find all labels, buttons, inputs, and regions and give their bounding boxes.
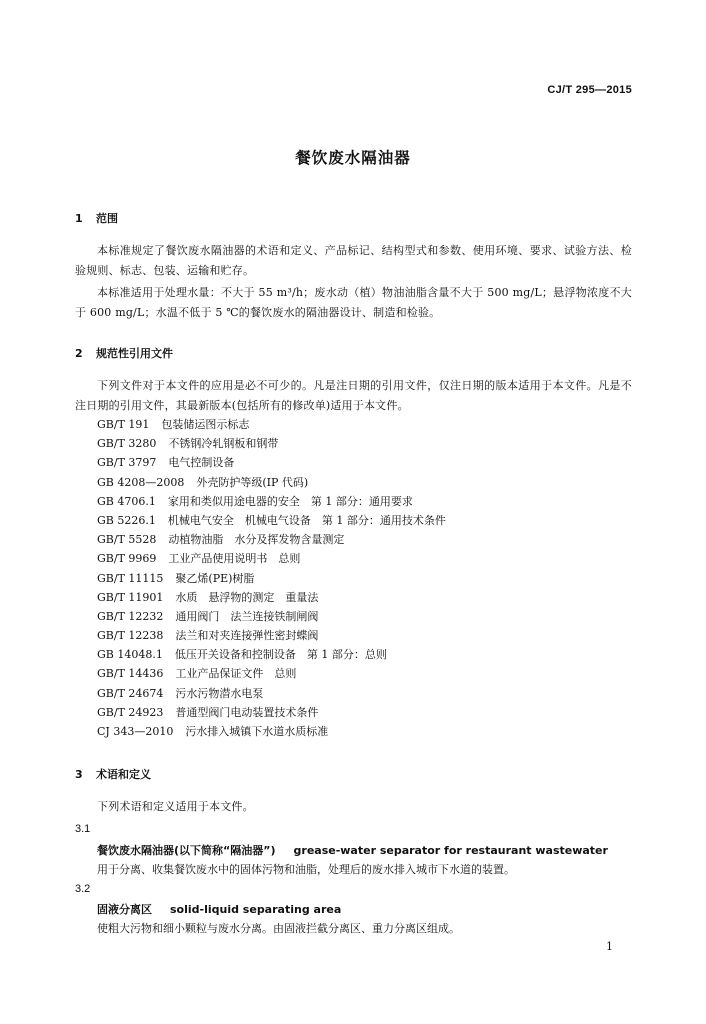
page-number: 1 — [606, 940, 613, 953]
ref-name: 家用和类似用途电器的安全 第 1 部分：通用要求 — [167, 494, 413, 508]
list-item — [97, 684, 446, 703]
ref-name: 不锈钢冷轧钢板和钢带 — [168, 437, 279, 451]
term-zh: 固液分离区 — [97, 903, 152, 916]
ref-name: 电气控制设备 — [168, 456, 235, 470]
ref-code: GB/T 24923 — [97, 705, 164, 719]
ref-code: GB/T 9969 — [97, 552, 157, 566]
ref-code: GB/T 5528 — [97, 533, 157, 547]
list-item — [97, 588, 446, 607]
section-2-heading — [75, 345, 173, 361]
list-item — [97, 530, 446, 549]
ref-code: GB/T 14436 — [97, 667, 164, 681]
section-1-heading — [75, 210, 118, 226]
scope-paragraph-1: 本标准规定了餐饮废水隔油器的术语和定义、产品标记、结构型式和参数、使用环境、要求、试验方法、检验规则、标志、包装、运输和贮存。 — [75, 244, 632, 277]
section-number: 3 — [75, 768, 83, 781]
list-item — [97, 434, 446, 453]
list-item — [97, 511, 446, 530]
ref-name: 普通型阀门电动装置技术条件 — [175, 705, 319, 719]
ref-name: 低压开关设备和控制设备 第 1 部分：总则 — [174, 648, 387, 662]
list-item — [97, 626, 446, 645]
ref-name: 聚乙烯(PE)树脂 — [175, 571, 255, 585]
section-3-heading — [75, 766, 151, 782]
reference-list — [97, 415, 446, 741]
term-definition: 用于分离、收集餐饮废水中的固体污物和油脂，处理后的废水排入城市下水道的装置。 — [97, 863, 515, 876]
section-number: 1 — [75, 212, 83, 225]
ref-code: GB/T 24674 — [97, 686, 164, 700]
normative-references-intro: 下列文件对于本文件的应用是必不可少的。凡是注日期的引用文件，仅注日期的版本适用于本文件。凡是不注日期的引用文件，其最新版本(包括所有的修改单)适用于本文件。 — [75, 379, 632, 412]
ref-code: GB 14048.1 — [97, 648, 163, 662]
section-title: 术语和定义 — [96, 768, 151, 781]
list-item — [97, 703, 446, 722]
list-item — [97, 607, 446, 626]
ref-name: 通用阀门 法兰连接铁制闸阀 — [175, 609, 319, 623]
ref-name: 水质 悬浮物的测定 重量法 — [175, 590, 319, 604]
ref-name: 动植物油脂 水分及挥发物含量测定 — [168, 533, 345, 547]
ref-code: GB/T 11115 — [97, 571, 164, 585]
term-number: 3.2 — [75, 883, 91, 895]
ref-name: 机械电气安全 机械电气设备 第 1 部分：通用技术条件 — [167, 513, 446, 527]
ref-name: 法兰和对夹连接弹性密封蝶阀 — [175, 629, 319, 643]
term-en: grease-water separator for restaurant wastewater — [293, 844, 608, 857]
ref-name: 污水污物潜水电泵 — [175, 686, 264, 700]
ref-code: GB 4706.1 — [97, 494, 156, 508]
scope-paragraph-2: 本标准适用于处理水量：不大于 55 m³/h；废水动（植）物油油脂含量不大于 500 mg/L；悬浮物浓度不大于 600 mg/L；水温不低于 5 ℃的餐饮废水的隔油器设计、制造和检验。 — [75, 286, 632, 319]
term-zh: 餐饮废水隔油器(以下简称“隔油器”) — [97, 844, 276, 857]
ref-name: 工业产品保证文件 总则 — [175, 667, 297, 681]
ref-name: 工业产品使用说明书 总则 — [168, 552, 301, 566]
section-title: 范围 — [96, 212, 118, 225]
terms-intro: 下列术语和定义适用于本文件。 — [97, 800, 254, 813]
list-item — [97, 569, 446, 588]
standard-code: CJ/T 295—2015 — [547, 84, 632, 96]
list-item — [97, 645, 446, 664]
list-item — [97, 664, 446, 683]
ref-code: GB 5226.1 — [97, 513, 156, 527]
ref-code: CJ 343—2010 — [97, 725, 174, 738]
section-title: 规范性引用文件 — [96, 347, 173, 360]
ref-code: GB/T 12232 — [97, 609, 164, 623]
list-item — [97, 473, 446, 492]
list-item — [97, 722, 446, 741]
list-item — [97, 549, 446, 568]
ref-name: 包装储运图示标志 — [161, 418, 250, 431]
ref-code: GB/T 11901 — [97, 590, 164, 604]
section-number: 2 — [75, 347, 83, 360]
ref-code: GB/T 12238 — [97, 629, 164, 643]
list-item — [97, 453, 446, 472]
term-heading — [97, 901, 341, 917]
document-title: 餐饮废水隔油器 — [295, 149, 411, 167]
ref-name: 外壳防护等级(IP 代码) — [196, 475, 309, 489]
list-item — [97, 492, 446, 511]
ref-code: GB 4208—2008 — [97, 475, 185, 489]
ref-name: 污水排入城镇下水道水质标准 — [185, 725, 329, 738]
term-number: 3.1 — [75, 823, 91, 835]
ref-code: GB/T 3280 — [97, 437, 157, 451]
ref-code: GB/T 3797 — [97, 456, 157, 470]
term-heading — [97, 842, 608, 858]
term-en: solid-liquid separating area — [170, 903, 342, 916]
term-definition: 使粗大污物和细小颗粒与废水分离。由固液拦截分离区、重力分离区组成。 — [97, 922, 460, 935]
ref-code: GB/T 191 — [97, 418, 150, 431]
list-item — [97, 415, 446, 434]
